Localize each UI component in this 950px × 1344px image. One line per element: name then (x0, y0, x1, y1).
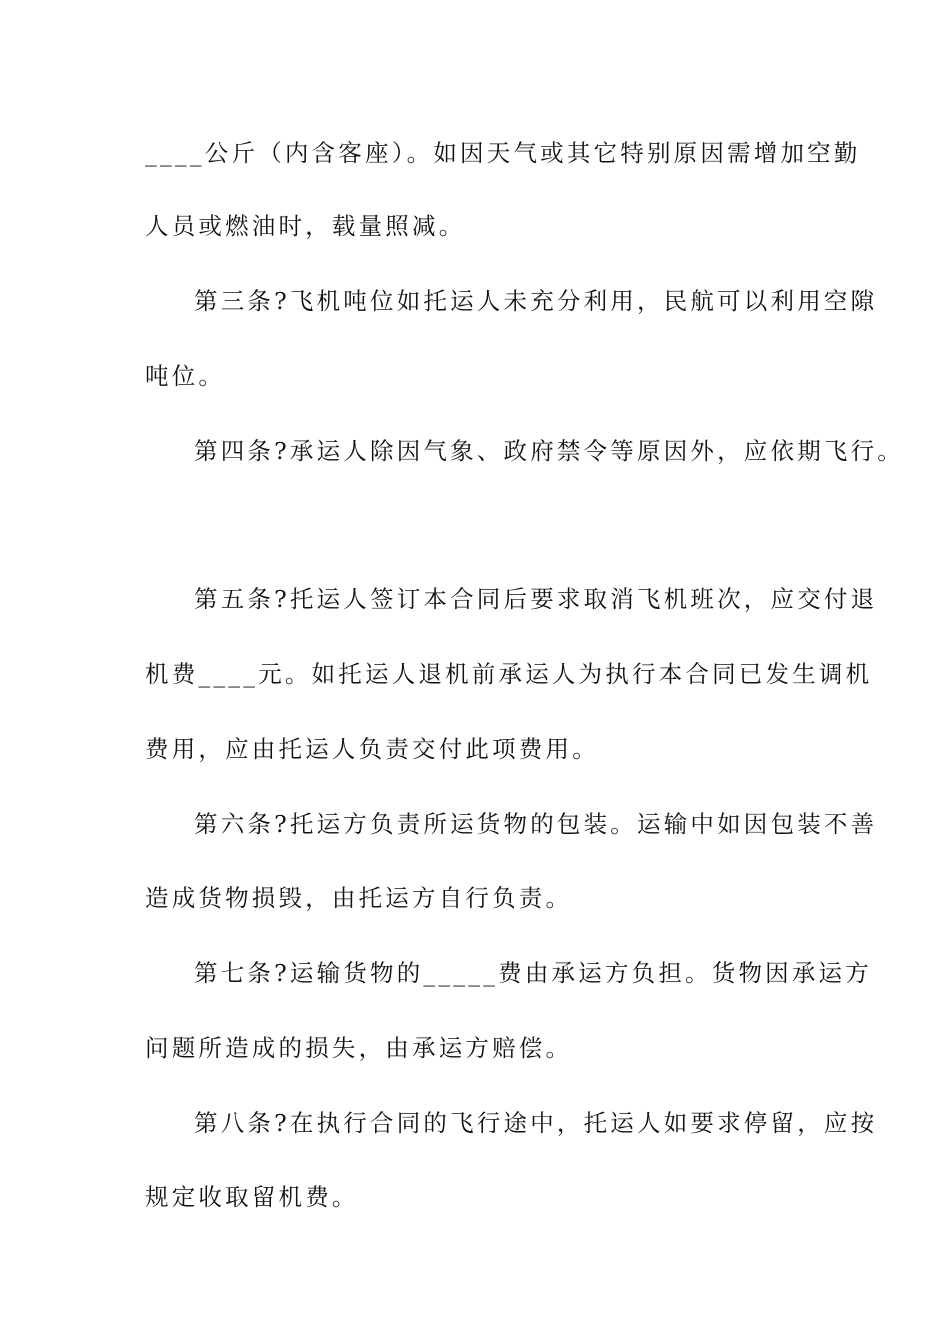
text-line: 规定收取留机费。 (145, 1183, 359, 1211)
text-line: 吨位。 (145, 362, 226, 390)
article-6-heading: 第六条?托运方负责所运货物的包装。运输中如因包装不善 (194, 810, 878, 838)
text-line: 问题所造成的损失，由承运方赔偿。 (145, 1034, 573, 1062)
text-line: 造成货物损毁，由托运方自行负责。 (145, 884, 573, 912)
text-line: 费用，应由托运人负责交付此项费用。 (145, 735, 599, 763)
text-line: ____公斤（内含客座）。如因天气或其它特别原因需增加空勤 (145, 139, 861, 167)
article-8-heading: 第八条?在执行合同的飞行途中，托运人如要求停留，应按 (194, 1109, 878, 1137)
article-7-heading: 第七条?运输货物的_____费由承运方负担。货物因承运方 (194, 959, 872, 987)
text-line: 机费____元。如托运人退机前承运人为执行本合同已发生调机 (145, 660, 873, 688)
article-4-heading: 第四条?承运人除因气象、政府禁令等原因外，应依期飞行。 (194, 437, 904, 465)
article-5-heading: 第五条?托运人签订本合同后要求取消飞机班次，应交付退 (194, 585, 878, 613)
article-3-heading: 第三条?飞机吨位如托运人未充分利用，民航可以利用空隙 (194, 287, 878, 315)
text-line: 人员或燃油时，载量照减。 (145, 212, 466, 240)
